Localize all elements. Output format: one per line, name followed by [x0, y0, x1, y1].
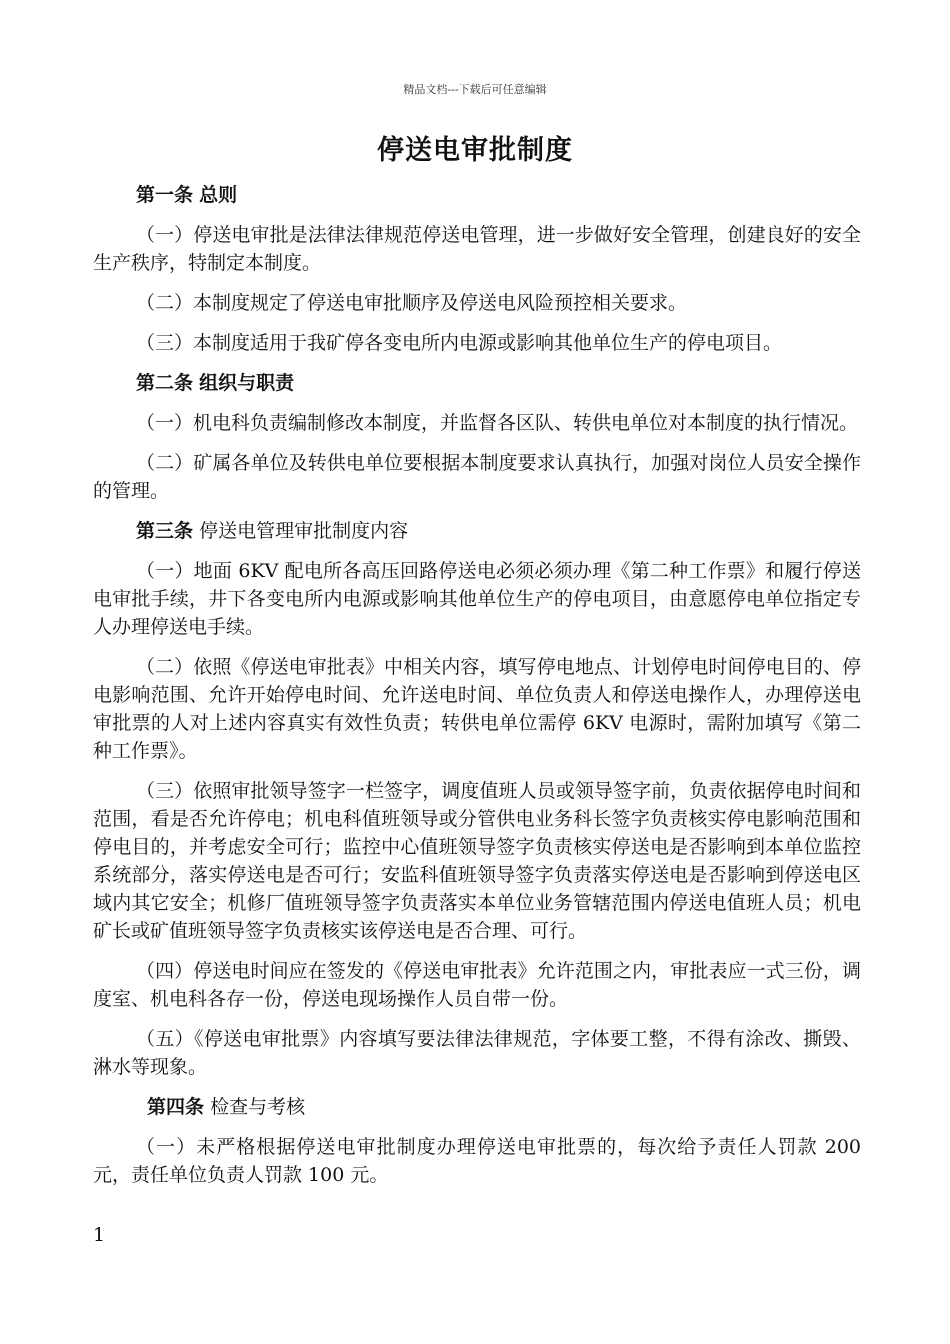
document-title: 停送电审批制度: [377, 135, 573, 166]
paragraph: （三）依照审批领导签字一栏签字，调度值班人员或领导签字前，负责依据停电时间和范围，看是否允许停电；机电科值班领导或分管供电业务科长签字负责核实停电影响范围和停电目的，并考虑安全可行；监控中心值班领导签字负责核实停送电是否影响到本单位监控系统部分，落实停送电是否可行；安监科值班领导签字负责落实停送电是否影响到停送电区域内其它安全；机修厂值班领导签字负责落实本单位业务管辖范围内停送电值班人员；机电矿长或矿值班领导签字负责核实该停送电是否合理、可行。: [93, 780, 861, 942]
header-note: 精品文档---下载后可任意编辑: [403, 83, 547, 96]
paragraph: （一）未严格根据停送电审批制度办理停送电审批票的，每次给予责任人罚款 200 元，责任单位负责人罚款 100 元。: [93, 1136, 861, 1186]
section-heading-1: [93, 180, 861, 210]
section-number: 第一条: [136, 184, 194, 206]
section-title: 总则: [199, 184, 238, 206]
paragraph: （四）停送电时间应在签发的《停送电审批表》允许范围之内，审批表应一式三份，调度室、机电科各存一份，停送电现场操作人员自带一份。: [93, 960, 861, 1010]
paragraph: （三）本制度适用于我矿停各变电所内电源或影响其他单位生产的停电项目。: [136, 332, 783, 354]
paragraph: （一）机电科负责编制修改本制度，并监督各区队、转供电单位对本制度的执行情况。: [136, 412, 859, 434]
paragraph: （一）停送电审批是法律法律规范停送电管理，进一步做好安全管理，创建良好的安全生产秩序，特制定本制度。: [93, 224, 861, 274]
section-heading-2: [93, 368, 861, 398]
paragraph: （五）《停送电审批票》内容填写要法律法律规范，字体要工整，不得有涂改、撕毁、淋水等现象。: [93, 1028, 861, 1078]
section-title: 停送电管理审批制度内容: [199, 520, 409, 542]
section-number: 第三条: [136, 520, 194, 542]
section-title: 检查与考核: [210, 1096, 306, 1118]
document-body: [93, 180, 861, 1189]
paragraph: （一）地面 6KV 配电所各高压回路停送电必须必须办理《第二种工作票》和履行停送电审批手续，井下各变电所内电源或影响其他单位生产的停电项目，由意愿停电单位指定专人办理停送电手续。: [93, 560, 861, 638]
page-number: 1: [93, 1224, 106, 1246]
section-heading-4: [93, 1092, 861, 1122]
paragraph: （二）矿属各单位及转供电单位要根据本制度要求认真执行，加强对岗位人员安全操作的管理。: [93, 452, 861, 502]
section-title: 组织与职责: [199, 372, 295, 394]
section-number: 第四条: [147, 1096, 205, 1118]
section-number: 第二条: [136, 372, 194, 394]
paragraph: （二）本制度规定了停送电审批顺序及停送电风险预控相关要求。: [136, 292, 688, 314]
paragraph: （二）依照《停送电审批表》中相关内容，填写停电地点、计划停电时间停电目的、停电影响范围、允许开始停电时间、允许送电时间、单位负责人和停送电操作人，办理停送电审批票的人对上述内容真实有效性负责；转供电单位需停 6KV 电源时，需附加填写《第二种工作票》。: [93, 656, 861, 762]
section-heading-3: [93, 516, 861, 546]
